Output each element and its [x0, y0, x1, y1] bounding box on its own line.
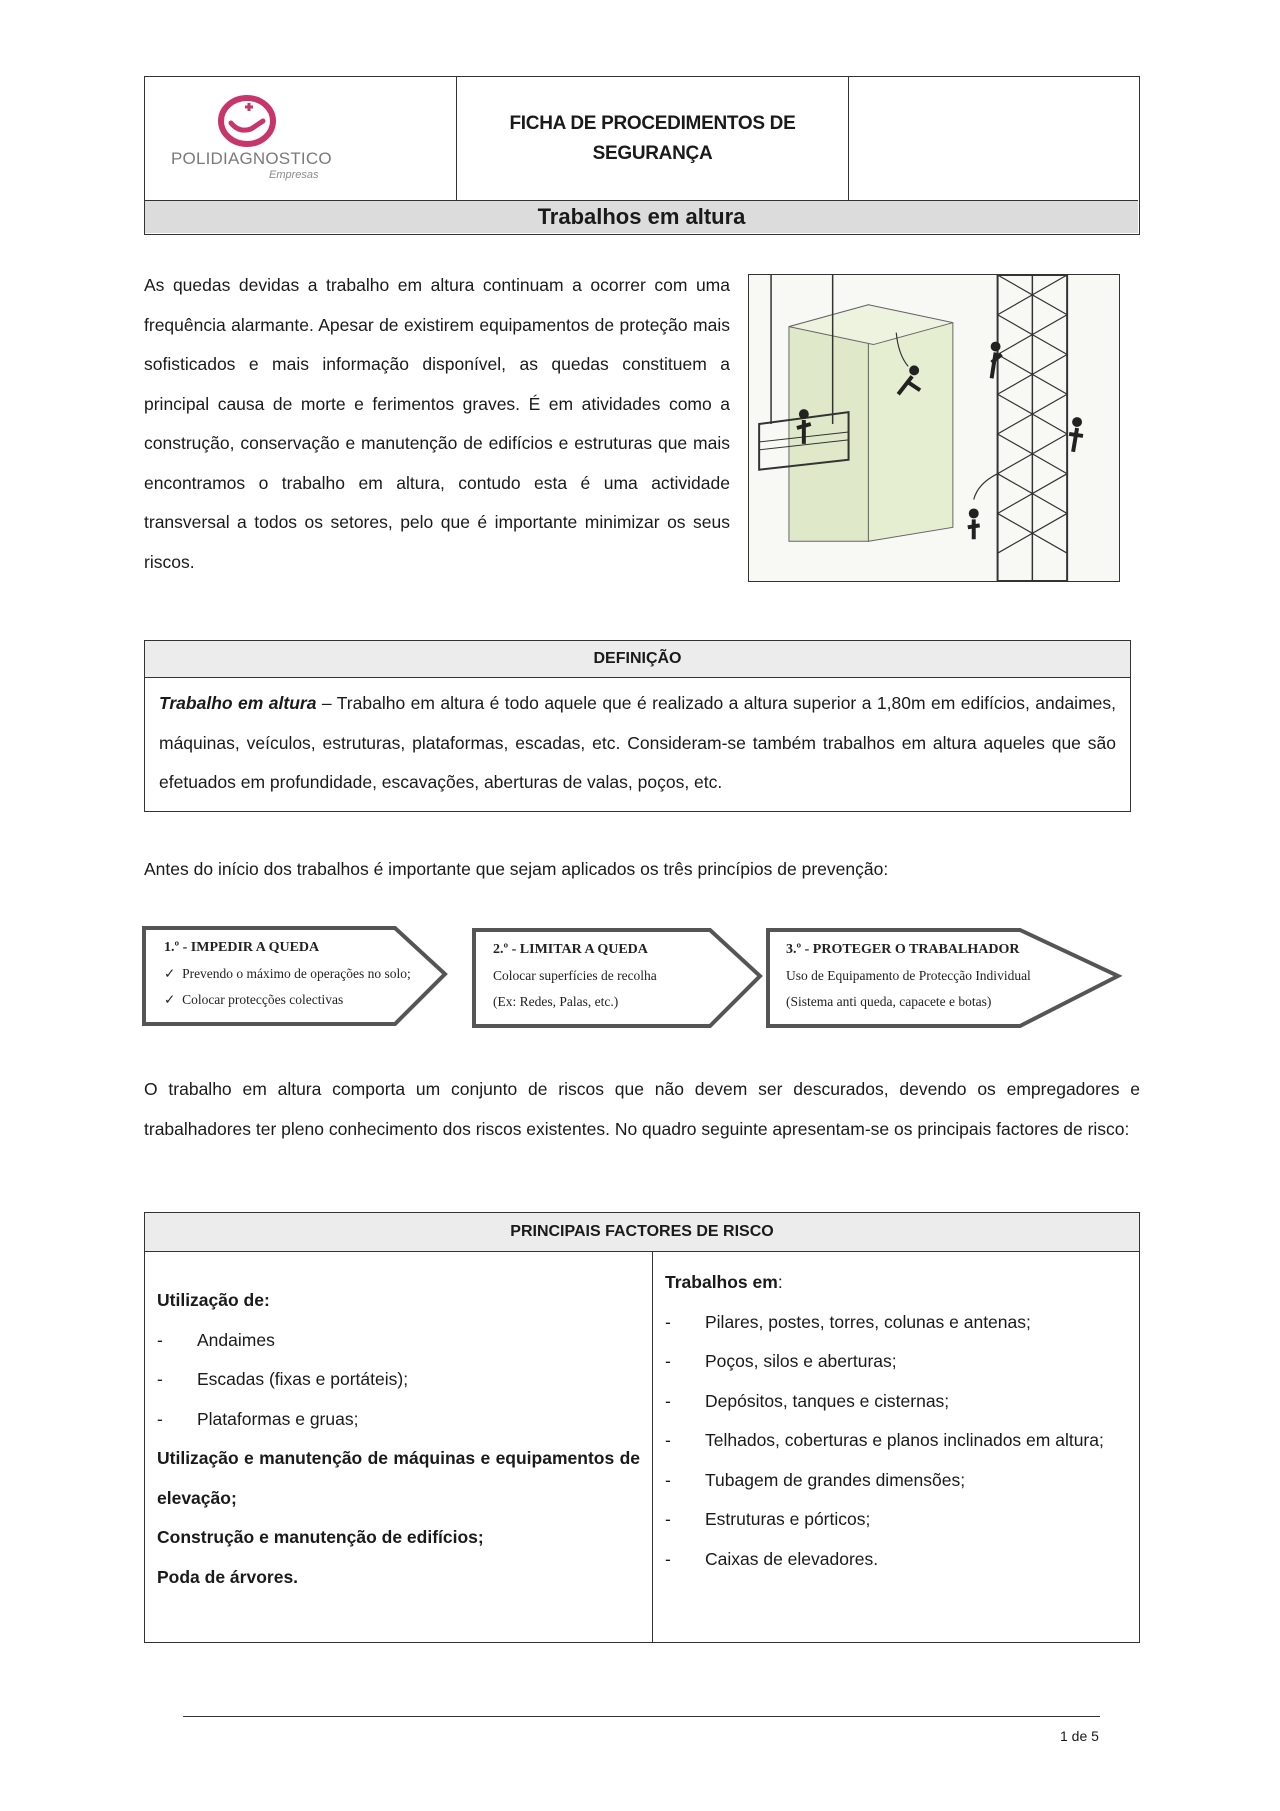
intro-paragraph: As quedas devidas a trabalho em altura continuam a ocorrer com uma frequência alarmante. Apesar de existirem equipamentos de proteção mais sofisticados e mais informação disponível, as quedas constituem a principal causa de morte e ferimentos graves. É em atividades como a construção, conservação e manutenção de edifícios e estruturas que mais encontramos o trabalho em altura, contudo esta é uma actividade transversal a todos os setores, pelo que é importante minimizar os seus riscos. [144, 275, 730, 572]
list-item: - Pilares, postes, torres, colunas e antenas; [665, 1311, 1031, 1332]
risk-table-heading: PRINCIPAIS FACTORES DE RISCO [145, 1213, 1139, 1252]
list-item: - Poços, silos e aberturas; [665, 1351, 897, 1371]
definition-body [145, 678, 1130, 803]
definition-text: Trabalho em altura é todo aquele que é realizado a altura superior a 1,80m em edifícios, andaimes, máquinas, veículos, estruturas, plataformas, escadas, etc. Consideram-se também trabalhos em altura aqueles que são efetuados em profundidade, escavações, aberturas de valas, poços, etc. [159, 693, 1116, 792]
list-item: - Caixas de elevadores. [665, 1548, 879, 1569]
principle-3-line-2: (Sistema anti queda, capacete e botas) [786, 994, 992, 1009]
bold-line: Utilização e manutenção de máquinas e equipamentos de elevação; [157, 1448, 640, 1508]
principle-3 [786, 936, 1086, 1015]
check-icon: ✓ [164, 966, 176, 981]
header-table [144, 76, 1140, 235]
principle-2-title: 2.º - LIMITAR A QUEDA [493, 942, 648, 957]
risk-table [144, 1212, 1140, 1643]
logo-cell [145, 77, 457, 200]
principles-intro: Antes do início dos trabalhos é importante que sejam aplicados os três princípios de prevenção: [144, 859, 889, 879]
risk-right-column [653, 1251, 1139, 1642]
principle-1-line-1: Prevendo o máximo de operações no solo; [182, 966, 411, 981]
title-cell [457, 77, 849, 200]
check-icon: ✓ [164, 992, 176, 1007]
page-number: 1 de 5 [1060, 1728, 1099, 1744]
work-at-height-illustration [748, 274, 1120, 582]
risk-intro: O trabalho em altura comporta um conjunto de riscos que não devem ser descurados, devendo os empregadores e trabalhadores ter pleno conhecimento dos riscos existentes. No quadro seguinte apresentam-se os principais factores de risco: [144, 1079, 1140, 1139]
document-title: FICHA DE PROCEDIMENTOS DE SEGURANÇA [509, 112, 796, 164]
right-column-title: Trabalhos em: [665, 1272, 783, 1292]
footer-divider [183, 1716, 1100, 1717]
principle-1 [164, 934, 464, 1013]
topic-bar: Trabalhos em altura [145, 200, 1138, 233]
principle-2-line-2: (Ex: Redes, Palas, etc.) [493, 994, 619, 1009]
list-item: - Telhados, coberturas e planos inclinados em altura; [665, 1430, 1104, 1450]
principle-3-line-1: Uso de Equipamento de Protecção Individual [786, 968, 1031, 983]
principle-1-line-2: Colocar protecções colectivas [182, 992, 344, 1007]
list-item: - Tubagem de grandes dimensões; [665, 1469, 966, 1490]
risk-left-column [145, 1251, 653, 1642]
principle-2 [493, 936, 733, 1015]
definition-separator: – [316, 693, 337, 713]
definition-box [144, 640, 1131, 812]
list-item: - Estruturas e pórticos; [665, 1509, 871, 1529]
list-item: - Depósitos, tanques e cisternas; [665, 1390, 950, 1411]
list-item: - Escadas (fixas e portáteis); [157, 1369, 409, 1389]
left-column-title: Utilização de: [157, 1290, 270, 1310]
company-sub: Empresas [269, 169, 319, 181]
definition-term: Trabalho em altura [159, 693, 317, 713]
list-item: - Andaimes [157, 1329, 275, 1350]
list-item: - Plataformas e gruas; [157, 1408, 359, 1429]
bold-line: Construção e manutenção de edifícios; [157, 1527, 484, 1547]
definition-heading: DEFINIÇÃO [145, 641, 1130, 678]
company-name: POLIDIAGNOSTICO [171, 149, 332, 168]
bold-line: Poda de árvores. [157, 1566, 299, 1587]
company-logo-icon [217, 93, 277, 149]
principle-2-line-1: Colocar superfícies de recolha [493, 968, 657, 983]
principle-1-title: 1.º - IMPEDIR A QUEDA [164, 940, 320, 955]
principle-3-title: 3.º - PROTEGER O TRABALHADOR [786, 942, 1020, 957]
